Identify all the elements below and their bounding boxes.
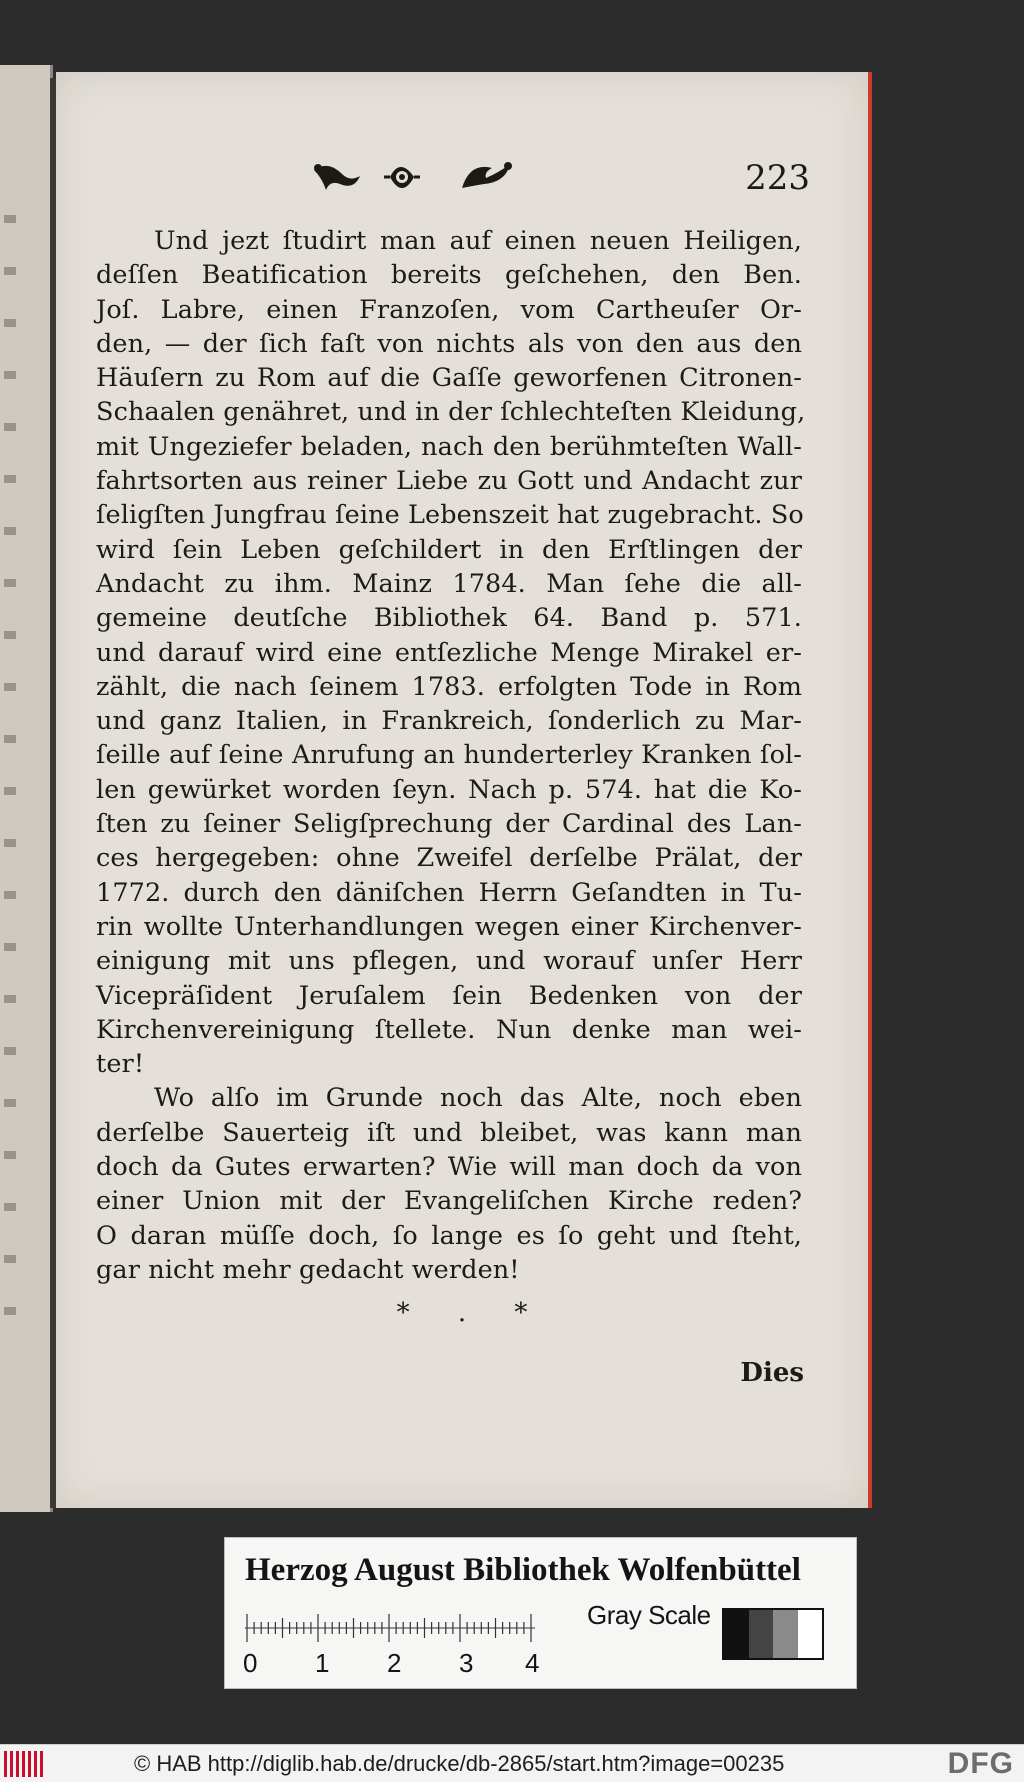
printer-ornament-icon [294,152,534,202]
spine-mark [4,683,16,691]
gray-swatch [773,1610,798,1658]
text-line: zählt, die nach ſeinem 1783. erfolgten Tode in Rom [96,671,802,702]
text-line: Und jezt ſtudirt man auf einen neuen Heiligen, [154,226,802,256]
text-line: doch da Gutes erwarten? Wie will man doch da von [96,1152,802,1183]
spine-mark [4,423,16,431]
text-line: derſelbe Sauerteig iſt und bleibet, was kann man [96,1117,802,1148]
spine-mark [4,527,16,535]
ruler-label: 3 [459,1648,474,1678]
text-line: Kirchenvereinigung ſtellete. Nun denke man wei- [96,1014,802,1045]
spine-mark [4,995,16,1003]
text-line: ſeligſten Jungfrau ſeine Lebenszeit hat zugebracht. So [96,500,804,531]
text-line: Andacht zu ihm. Mainz 1784. Man ſehe die all- [96,568,802,599]
spine-mark [4,475,16,483]
ruler-label: 4 [525,1648,540,1678]
spine-mark [4,839,16,847]
ruler-label: 2 [387,1648,402,1678]
gray-swatch [724,1610,749,1658]
gray-swatch [749,1610,774,1658]
spine-mark [4,579,16,587]
spine-mark [4,319,16,327]
spine-mark [4,1047,16,1055]
text-line: den, — der ſich faſt von nichts als von den aus den [96,328,802,359]
text-line: gemeine deutſche Bibliothek 64. Band p. 571. [96,603,802,634]
spine-mark [4,735,16,743]
gray-scale-label: Gray Scale [587,1600,711,1630]
text-line: mit Ungeziefer beladen, nach den berühmteſten Wall- [96,431,802,462]
spine-mark [4,215,16,223]
hab-logo-icon [4,1751,48,1777]
text-line: O daran müſſe doch, ſo lange es ſo geht und ſteht, [96,1220,802,1251]
spine-mark [4,1099,16,1107]
text-line: ſten zu ſeiner Seligſprechung der Cardinal des Lan- [96,809,802,840]
scanned-page [56,72,872,1508]
text-line: Joſ. Labre, einen Franzoſen, vom Cartheuſer Or- [96,294,802,325]
text-line: einer Union mit der Evangeliſchen Kirche reden? [96,1186,802,1217]
text-line: und darauf wird eine entſezliche Menge Mirakel er- [96,637,802,668]
spine-mark [4,787,16,795]
gray-swatch [798,1610,823,1658]
text-line: 1772. durch den däniſchen Herrn Geſandten in Tu- [96,877,802,908]
spine-mark [4,1203,16,1211]
page-header [56,152,868,202]
spine-mark [4,1307,16,1315]
text-line: ſeille auf ſeine Anrufung an hunderterley Kranken ſol- [96,740,802,771]
catchword: Dies [740,1358,804,1388]
text-line: len gewürket worden ſeyn. Nach p. 574. hat die Ko- [96,774,802,805]
dfg-logo: DFG [947,1747,1014,1780]
text-line: gar nicht mehr gedacht werden! [96,1254,520,1285]
text-line: deſſen Beatification bereits geſchehen, den Ben. [96,260,802,291]
spine-mark [4,267,16,275]
text-line: ter! [96,1049,145,1080]
footer-bar [0,1744,1024,1782]
text-line: Häuſern zu Rom auf die Gaſſe geworfenen Citronen- [96,363,802,394]
source-link[interactable]: © HAB http://diglib.hab.de/drucke/db-2865/start.htm?image=00235 [134,1751,785,1776]
text-line: wird ſein Leben geſchildert in den Erſtlingen der [96,534,802,565]
text-line: Schaalen genähret, und in der ſchlechteſten Kleidung, [96,397,806,428]
spine-mark [4,371,16,379]
spine-mark [4,891,16,899]
text-line: rin wollte Unterhandlungen wegen einer Kirchenver- [96,911,802,942]
text-line: ces hergegeben: ohne Zweifel derſelbe Prälat, der [96,843,802,874]
ruler-label: 0 [243,1648,258,1678]
spine-mark [4,943,16,951]
text-line: Vicepräſident Jeruſalem ſein Bedenken von der [96,980,802,1011]
spine-mark [4,1255,16,1263]
previous-page-edge [0,65,53,1512]
gray-scale-swatches [722,1608,824,1660]
ruler-label: 1 [315,1648,330,1678]
text-line: einigung mit uns pflegen, und worauf unſer Herr [96,946,802,977]
ruler-scale [245,1598,545,1678]
library-name: Herzog August Bibliothek Wolfenbüttel [245,1552,801,1588]
spine-mark [4,631,16,639]
library-label-card [224,1537,857,1689]
page-body-text [96,224,806,1287]
spine-mark [4,1151,16,1159]
section-break: * . * [396,1298,548,1328]
text-line: Wo alſo im Grunde noch das Alte, noch eben [154,1083,802,1114]
text-line: und ganz Italien, in Frankreich, ſonderlich zu Mar- [96,706,802,737]
page-number: 223 [745,158,810,198]
text-line: fahrtsorten aus reiner Liebe zu Gott und Andacht zur [96,466,802,497]
